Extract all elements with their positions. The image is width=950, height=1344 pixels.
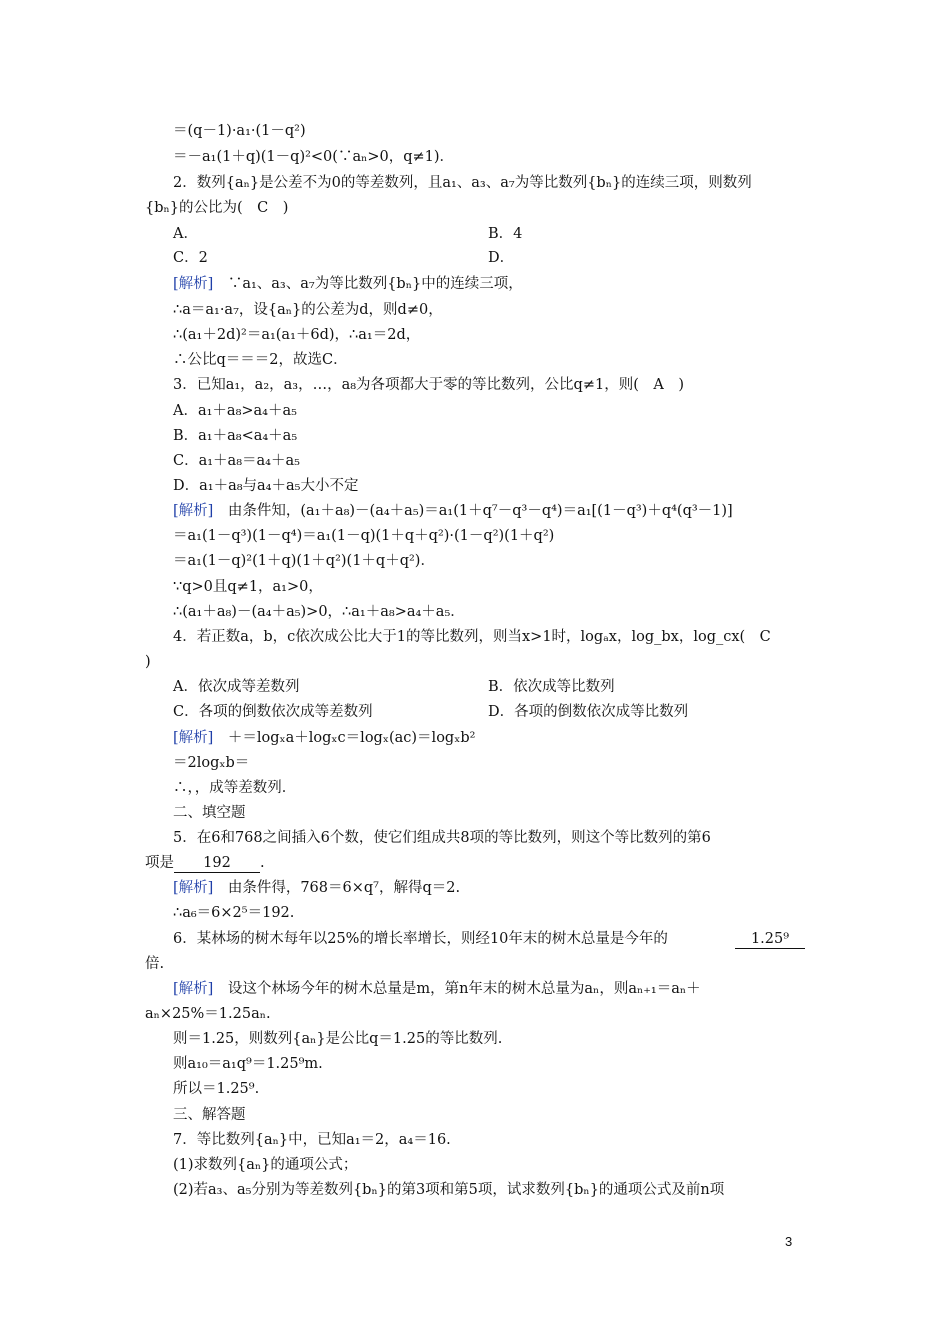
text-line [173,625,771,649]
text-line [173,700,373,724]
text-line [173,499,733,523]
line-text: ∴公比q＝＝＝2，故选C． [173,352,348,368]
text-line [145,196,288,220]
q5-prefix: 项是 [145,855,174,871]
text-line [173,977,701,1001]
line-text: ∴(a₁＋2d)²＝a₁(a₁＋6d)，∴a₁＝2d， [173,327,421,343]
line-text: B．a₁＋a₈<a₄＋a₅ [173,428,298,444]
line-text: C．2 [173,250,208,266]
option-right: B．4 [488,226,523,242]
text-line [173,675,299,699]
text-line [173,171,752,195]
text-line [173,524,554,548]
analysis-tag: [解析] [173,276,228,292]
text-line [173,323,420,347]
q5-suffix: . [260,855,265,871]
text-line [173,222,198,246]
line-text: 2．数列{aₙ}是公差不为0的等差数列，且a₁、a₃、a₇为等比数列{bₙ}的连续三项，则数列 [173,175,752,191]
text-line [173,575,323,599]
text-line [173,1103,246,1127]
text-line [173,1128,451,1152]
line-text: (2)若a₃、a₅分别为等差数列{bₙ}的第3项和第5项，试求数列{bₙ}的通项公式及前n项 [173,1182,725,1198]
line-text: ＝a₁(1－q³)(1－q⁴)＝a₁(1－q)(1＋q＋q²)·(1－q²)(1＋q²) [173,528,555,544]
text-line [173,272,523,296]
line-text: ∵q>0且q≠1，a₁>0， [173,579,323,595]
text-line [173,449,300,473]
line-text: ＝a₁(1－q)²(1＋q)(1＋q²)(1＋q＋q²)． [173,553,435,569]
q6-answer-blank: 1.25⁹ [735,930,805,949]
text-line [173,1027,502,1051]
line-text: 6．某林场的树木每年以25%的增长率增长，则经10年末的树木总量是今年的 [173,931,668,947]
line-text: ＋＝logₓa＋logₓc＝logₓ(ac)＝logₓb² [227,730,476,746]
line-text: 所以＝1.25⁹. [173,1081,260,1097]
line-text: ∵a₁、a₃、a₇为等比数列{bₙ}中的连续三项， [227,276,523,292]
text-line [173,1178,724,1202]
text-line [173,246,208,270]
q5-answer-line [145,851,265,875]
line-text: ∴a＝a₁·a₇，设{aₙ}的公差为d，则d≠0， [173,302,443,318]
q5-answer-blank: 192 [174,854,260,873]
text-line [173,600,465,624]
text-line [173,801,246,825]
text-line [173,901,294,925]
analysis-tag: [解析] [173,981,228,997]
line-text: C．a₁＋a₈＝a₄＋a₅ [173,453,300,469]
text-line [173,826,711,850]
text-line [173,1052,323,1076]
text-line [173,145,454,169]
option-right: B．依次成等比数列 [488,679,615,695]
line-text: A．a₁＋a₈>a₄＋a₅ [173,403,297,419]
line-text: 则a₁₀＝a₁q⁹＝1.25⁹m. [173,1056,323,1072]
text-line [145,1002,271,1026]
text-line [173,119,306,143]
text-line [173,776,296,800]
line-text: D．a₁＋a₈与a₄＋a₅大小不定 [173,478,359,494]
text-line [173,399,297,423]
line-text: 倍. [145,956,165,972]
line-text: ∴，，成等差数列． [173,780,297,796]
line-text: 二、填空题 [173,805,246,821]
text-line [173,927,668,951]
line-text: 5．在6和768之间插入6个数，使它们组成共8项的等比数列，则这个等比数列的第6 [173,830,711,846]
text-line [173,1153,357,1177]
text-line [173,751,249,775]
line-text: (1)求数列{aₙ}的通项公式； [173,1157,358,1173]
line-text: ∴a₆＝6×2⁵＝192. [173,905,295,921]
line-text: A． [173,226,198,242]
text-line [173,1077,259,1101]
line-text: 三、解答题 [173,1107,246,1123]
line-text: C．各项的倒数依次成等差数列 [173,704,373,720]
text-line [173,474,358,498]
option-right: D．各项的倒数依次成等比数列 [488,704,689,720]
line-text: ＝2logₓb＝ [173,755,250,771]
text-line [145,650,151,674]
line-text: {bₙ}的公比为( C ) [145,200,289,216]
text-line [173,726,475,750]
line-text: ＝(q－1)·a₁·(1－q²) [173,123,306,139]
analysis-tag: [解析] [173,880,228,896]
line-text: ＝－a₁(1＋q)(1－q)²<0(∵aₙ>0，q≠1)． [173,149,455,165]
page-number: 3 [785,1234,793,1249]
line-text: 则＝1.25，则数列{aₙ}是公比q＝1.25的等比数列. [173,1031,503,1047]
analysis-tag: [解析] [173,503,228,519]
line-text: 4．若正数a，b，c依次成公比大于1的等比数列，则当x>1时，logₐx，log_bx，log_cx( C [173,629,771,645]
line-text: 设这个林场今年的树木总量是m，第n年末的树木总量为aₙ，则aₙ₊₁＝aₙ＋ [227,981,701,997]
text-line [173,424,297,448]
line-text: 由条件知，(a₁＋a₈)－(a₄＋a₅)＝a₁(1＋q⁷－q³－q⁴)＝a₁[(1－q³)＋q⁴(q³－1)] [227,503,733,519]
text-line [173,348,348,372]
line-text: 3．已知a₁，a₂，a₃，…，a₈为各项都大于零的等比数列，公比q≠1，则( A ) [173,377,684,393]
line-text: aₙ×25%＝1.25aₙ. [145,1006,271,1022]
line-text: ∴(a₁＋a₈)－(a₄＋a₅)>0，∴a₁＋a₈>a₄＋a₅． [173,604,465,620]
line-text: 7．等比数列{aₙ}中，已知a₁＝2，a₄＝16. [173,1132,451,1148]
text-line [145,952,164,976]
text-line [173,298,443,322]
analysis-tag: [解析] [173,730,228,746]
text-line [173,373,684,397]
line-text: A．依次成等差数列 [173,679,300,695]
line-text: 由条件得，768＝6×q⁷，解得q＝2. [227,880,461,896]
line-text: ) [145,654,151,670]
text-line [173,549,435,573]
q6-answer-line [735,927,805,951]
text-line [173,876,460,900]
option-right: D． [488,250,515,266]
